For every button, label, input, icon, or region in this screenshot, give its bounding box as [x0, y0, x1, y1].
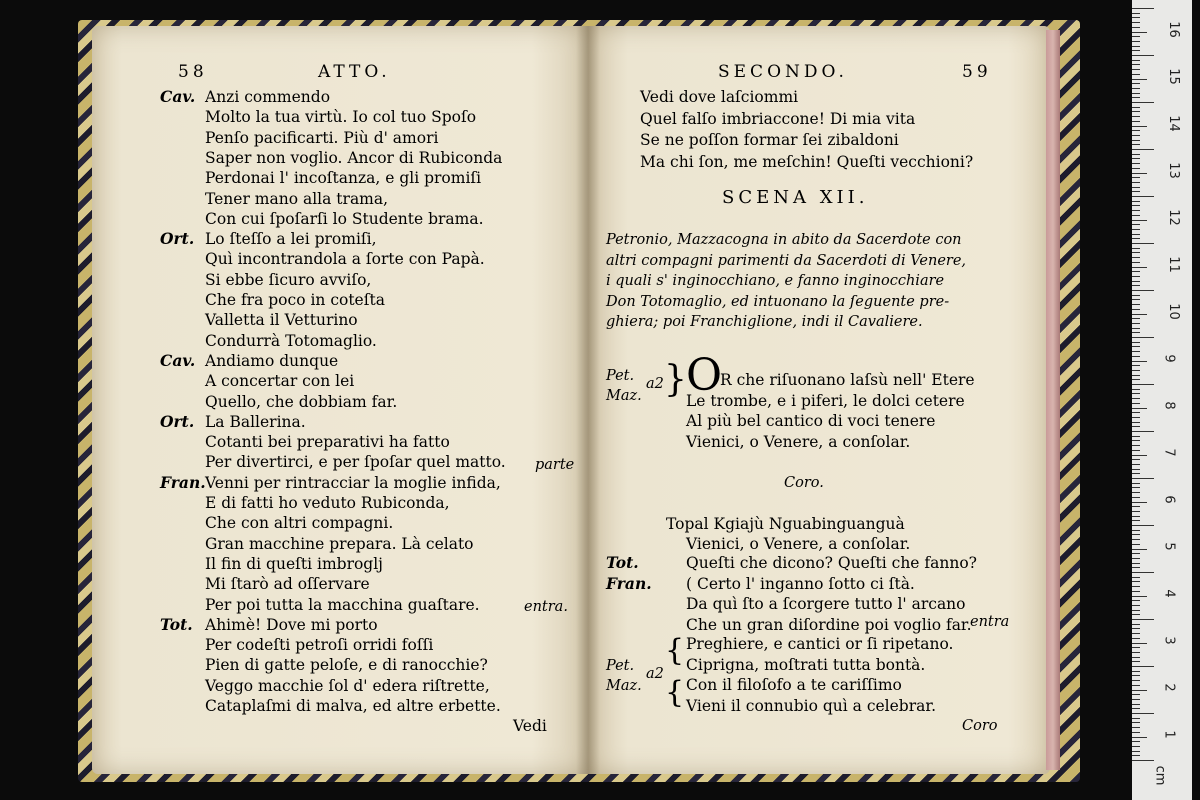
ruler-tick	[1132, 121, 1140, 122]
duet-line: Le trombe, e i piferi, le dolci cetere	[686, 391, 965, 410]
ruler-tick	[1132, 83, 1140, 84]
ruler-tick	[1132, 483, 1140, 484]
ruler-tick	[1132, 234, 1140, 235]
ruler-tick	[1132, 732, 1140, 733]
ruler-tick	[1132, 351, 1140, 352]
ruler-tick	[1132, 17, 1140, 18]
catchword-left: Vedi	[513, 717, 547, 735]
speaker-label: Ort.	[160, 229, 195, 249]
verse-line: Che fra poco in coteſta	[205, 291, 385, 309]
ruler-tick	[1132, 267, 1147, 268]
ruler-tick	[1132, 201, 1140, 202]
verse-line: A concertar con lei	[205, 372, 355, 391]
ruler-tick	[1132, 459, 1140, 460]
ruler-tick	[1132, 55, 1154, 56]
ruler-tick	[1132, 102, 1154, 103]
ruler-tick	[1132, 144, 1140, 145]
verse-line: Per divertirci, e per ſpoſar quel matto.	[205, 453, 506, 472]
verse-line: Per poi tutta la macchina guaſtare.	[205, 595, 480, 614]
speaker-label: Fran.	[606, 573, 652, 593]
ruler-number: 4	[1161, 589, 1177, 598]
ruler-tick	[1132, 445, 1140, 446]
ruler-tick	[1132, 290, 1154, 291]
verse-line: Cataplaſmi di malva, ed altre erbette.	[205, 697, 501, 715]
ruler-tick	[1132, 32, 1147, 33]
verse-line: Quel falſo imbriaccone! Di mia vita	[640, 109, 916, 128]
ruler-tick	[1132, 27, 1140, 28]
ruler-tick	[1132, 74, 1140, 75]
ruler-tick	[1132, 107, 1140, 108]
ruler-tick	[1132, 506, 1140, 507]
ruler-tick	[1132, 455, 1147, 456]
ruler-tick	[1132, 539, 1140, 540]
ruler-tick	[1132, 13, 1140, 14]
verse-line: Con cui ſpoſarſi lo Studente brama.	[205, 209, 484, 228]
ruler-tick	[1132, 79, 1147, 80]
ruler-tick	[1132, 487, 1140, 488]
verse-line: Venni per rintracciar la moglie infida,	[205, 473, 501, 492]
ruler-tick	[1132, 196, 1154, 197]
verse-line: Lo ſteſſo a lei promiſi,	[205, 230, 377, 249]
duet-speaker-maz: Maz.	[606, 388, 642, 404]
final-line: Vieni il connubio quì a celebrar.	[686, 696, 937, 715]
ruler-tick	[1132, 680, 1140, 681]
ruler-tick	[1132, 111, 1140, 112]
ruler-tick	[1132, 365, 1140, 366]
ruler-tick	[1132, 46, 1140, 47]
ruler-tick	[1132, 205, 1140, 206]
ruler-tick	[1132, 398, 1140, 399]
ruler-tick	[1132, 332, 1140, 333]
verse-line: Che un gran diſordine poi voglio far.	[686, 615, 972, 634]
running-head-left: ATTO.	[318, 62, 391, 82]
stage-direction-line: i quali s' inginocchiano, e fanno inginocchiare	[606, 273, 945, 289]
verse-line: La Ballerina.	[205, 412, 306, 431]
verse-line: Se ne poſſon formar ſei zibaldoni	[640, 131, 899, 149]
ruler-tick	[1132, 173, 1147, 174]
ruler-tick	[1132, 97, 1140, 98]
ruler-tick	[1132, 285, 1140, 286]
verse-line: Andiamo dunque	[205, 351, 339, 370]
ruler-tick	[1132, 22, 1140, 23]
speaker-label: Ort.	[160, 411, 195, 431]
coro-line: Topal Kgiajù Nguabinguanguà	[666, 515, 905, 533]
ruler-number: 5	[1161, 542, 1177, 551]
ruler-tick	[1132, 140, 1140, 141]
running-head-right: SECONDO.	[718, 62, 848, 82]
ruler-tick	[1132, 708, 1140, 709]
stage-direction-line: Petronio, Mazzacogna in abito da Sacerdote con	[606, 232, 962, 248]
ruler-tick	[1132, 248, 1140, 249]
ruler-tick	[1132, 93, 1140, 94]
ruler-tick	[1132, 657, 1140, 658]
ruler-number: 15	[1165, 68, 1181, 85]
ruler-tick	[1132, 661, 1140, 662]
ruler-tick	[1132, 502, 1147, 503]
ruler-tick	[1132, 323, 1140, 324]
ruler-tick	[1132, 64, 1140, 65]
ruler-tick	[1132, 610, 1140, 611]
ruler-tick	[1132, 243, 1154, 244]
ruler-unit: cm	[1152, 765, 1168, 786]
ruler-tick	[1132, 525, 1154, 526]
ruler-number: 13	[1165, 162, 1181, 179]
verse-line: Si ebbe ſicuro avviſo,	[205, 270, 372, 289]
ruler-tick	[1132, 379, 1140, 380]
duet-mark: a2	[646, 376, 664, 392]
page-number-right: 59	[962, 62, 992, 82]
ruler-tick	[1132, 497, 1140, 498]
ruler-tick	[1132, 281, 1140, 282]
ruler-tick	[1132, 342, 1140, 343]
ruler-tick	[1132, 50, 1140, 51]
ruler-tick	[1132, 177, 1140, 178]
page-number-left: 58	[178, 62, 208, 82]
verse-line: Valletta il Vetturino	[205, 311, 358, 330]
ruler-tick	[1132, 600, 1140, 601]
ruler-tick	[1132, 304, 1140, 305]
ruler-tick	[1132, 666, 1154, 667]
ruler-tick	[1132, 295, 1140, 296]
ruler-tick	[1132, 375, 1140, 376]
verse-line: Penſo pacificarti. Più d' amori	[205, 128, 439, 147]
verse-line: Vedi dove laſciommi	[640, 88, 799, 106]
ruler-tick	[1132, 60, 1140, 61]
ruler-tick	[1132, 314, 1147, 315]
ruler-tick	[1132, 704, 1140, 705]
ruler-tick	[1132, 572, 1154, 573]
ruler-tick	[1132, 412, 1140, 413]
ruler-tick	[1132, 252, 1140, 253]
catchword-right: Coro	[962, 718, 998, 734]
ruler-tick	[1132, 41, 1140, 42]
verse-line: Che con altri compagni.	[205, 514, 394, 533]
ruler-tick	[1132, 403, 1140, 404]
ruler-tick	[1132, 154, 1140, 155]
ruler-number: 14	[1165, 115, 1181, 132]
ruler-tick	[1132, 614, 1140, 615]
ruler-tick	[1132, 88, 1140, 89]
ruler-tick	[1132, 417, 1140, 418]
ruler-tick	[1132, 567, 1140, 568]
stage-direction-parte: parte	[535, 457, 575, 473]
ruler-tick	[1132, 586, 1140, 587]
ruler-tick	[1132, 478, 1154, 479]
ruler-tick	[1132, 440, 1140, 441]
speaker-label: Tot.	[160, 614, 193, 634]
coro-line: Vienici, o Venere, a conſolar.	[686, 535, 911, 553]
stage-direction-line: Don Totomaglio, ed intuonano la ſeguente pre-	[606, 293, 950, 310]
final-brace-top: {	[665, 633, 685, 668]
ruler-tick	[1132, 624, 1140, 625]
ruler-tick	[1132, 685, 1140, 686]
ruler-tick	[1132, 553, 1140, 554]
ruler-tick	[1132, 511, 1140, 512]
scene-title: SCENA XII.	[722, 187, 869, 208]
ruler-number: 8	[1161, 401, 1177, 410]
drop-initial: O	[686, 350, 723, 401]
ruler-number: 11	[1165, 256, 1181, 273]
ruler-tick	[1132, 605, 1140, 606]
duet-brace: }	[664, 359, 687, 400]
ruler-tick	[1132, 737, 1147, 738]
ruler-tick	[1132, 671, 1140, 672]
ruler-tick	[1132, 182, 1140, 183]
ruler-tick	[1132, 741, 1140, 742]
verse-line: Ma chi ſon, me meſchin! Queſti vecchioni?	[640, 152, 974, 171]
ruler-number: 12	[1165, 209, 1181, 226]
ruler-tick	[1132, 694, 1140, 695]
ruler-tick	[1132, 158, 1140, 159]
ruler-tick	[1132, 760, 1154, 761]
verse-line: Anzi commendo	[205, 88, 331, 106]
ruler-tick	[1132, 699, 1140, 700]
stage-direction-line: altri compagni parimenti da Sacerdoti di Venere,	[606, 252, 967, 269]
ruler-tick	[1132, 727, 1140, 728]
ruler-tick	[1132, 389, 1140, 390]
ruler-tick	[1132, 450, 1140, 451]
ruler-tick	[1132, 393, 1140, 394]
ruler-tick	[1132, 126, 1147, 127]
ruler-tick	[1132, 361, 1147, 362]
duet-line: Vienici, o Venere, a conſolar.	[686, 432, 911, 451]
ruler-tick	[1132, 755, 1140, 756]
verse-line: Quì incontrandola a ſorte con Papà.	[205, 250, 485, 269]
speaker-label: Cav.	[160, 87, 196, 106]
ruler-tick	[1132, 8, 1154, 9]
ruler-tick	[1132, 408, 1147, 409]
ruler-tick	[1132, 271, 1140, 272]
ruler-tick	[1132, 215, 1140, 216]
verse-line: Saper non voglio. Ancor di Rubiconda	[205, 148, 503, 167]
ruler-number: 9	[1161, 354, 1177, 363]
page-edges	[1046, 30, 1060, 770]
ruler-tick	[1132, 163, 1140, 164]
ruler-tick	[1132, 337, 1154, 338]
ruler-tick	[1132, 464, 1140, 465]
ruler-tick	[1132, 431, 1154, 432]
ruler-tick	[1132, 563, 1140, 564]
coro-heading: Coro.	[784, 475, 824, 491]
ruler-tick	[1132, 675, 1140, 676]
ruler-tick	[1132, 422, 1140, 423]
ruler-tick	[1132, 299, 1140, 300]
final-line: Preghiere, e cantici or ſi ripetano.	[686, 635, 954, 653]
ruler-tick	[1132, 530, 1140, 531]
final-line: Ciprigna, moſtrati tutta bontà.	[686, 655, 926, 674]
ruler-tick	[1132, 370, 1140, 371]
ruler-tick	[1132, 591, 1140, 592]
stage-direction-line: ghiera; poi Franchiglione, indi il Cavaliere.	[606, 314, 923, 330]
ruler-tick	[1132, 130, 1140, 131]
ruler-tick	[1132, 633, 1140, 634]
ruler-tick	[1132, 652, 1140, 653]
ruler-tick	[1132, 436, 1140, 437]
ruler-tick	[1132, 473, 1140, 474]
verse-line: Perdonai l' incoſtanza, e gli promiſi	[205, 169, 482, 188]
ruler-tick	[1132, 520, 1140, 521]
ruler-tick	[1132, 596, 1147, 597]
ruler-tick	[1132, 384, 1154, 385]
ruler-tick	[1132, 544, 1140, 545]
ruler-tick	[1132, 534, 1140, 535]
ruler-tick	[1132, 328, 1140, 329]
ruler-tick	[1132, 229, 1140, 230]
verse-line: Ahimè! Dove mi porto	[205, 615, 378, 634]
ruler-tick	[1132, 492, 1140, 493]
verse-line: Pien di gatte peloſe, e di ranocchie?	[205, 656, 488, 675]
ruler-tick	[1132, 751, 1140, 752]
speaker-label: Cav.	[160, 350, 196, 370]
ruler-tick	[1132, 647, 1140, 648]
ruler-tick	[1132, 718, 1140, 719]
ruler-tick	[1132, 426, 1140, 427]
verse-line: Da quì ſto a ſcorgere tutto l' arcano	[686, 595, 966, 613]
ruler-tick	[1132, 238, 1140, 239]
final-line: Con il filoſofo a te cariſſimo	[686, 676, 902, 694]
duet-speaker-pet: Pet.	[606, 368, 635, 384]
ruler-tick	[1132, 722, 1140, 723]
ruler-tick	[1132, 619, 1154, 620]
ruler-tick	[1132, 69, 1140, 70]
verse-line: Il fin di queſti imbroglj	[205, 554, 383, 573]
stage-direction-entra-left: entra.	[524, 599, 568, 615]
verse-line: Mi ſtarò ad oſſervare	[205, 575, 370, 594]
ruler-tick	[1132, 210, 1140, 211]
ruler-tick	[1132, 713, 1154, 714]
stage-direction-entra-right: entra	[970, 614, 1010, 630]
ruler-tick	[1132, 558, 1140, 559]
ruler-tick	[1132, 690, 1147, 691]
ruler-tick	[1132, 356, 1140, 357]
final-speaker-maz: Maz.	[606, 678, 642, 694]
ruler-tick	[1132, 187, 1140, 188]
verse-line: ( Certo l' inganno ſotto ci ſtà.	[686, 574, 915, 593]
verse-line: E di fatti ho veduto Rubiconda,	[205, 494, 450, 512]
ruler-tick	[1132, 168, 1140, 169]
verse-line: Quello, che dobbiam far.	[205, 392, 398, 411]
verse-line: Veggo macchie ſol d' edera riſtrette,	[205, 676, 490, 695]
verse-line: Molto la tua virtù. Io col tuo Spoſo	[205, 108, 477, 127]
ruler-tick	[1132, 116, 1140, 117]
ruler-tick	[1132, 36, 1140, 37]
ruler-tick	[1132, 469, 1140, 470]
ruler-tick	[1132, 577, 1140, 578]
final-speaker-pet: Pet.	[606, 658, 635, 674]
ruler-number: 1	[1161, 730, 1177, 739]
ruler-tick	[1132, 191, 1140, 192]
ruler-tick	[1132, 262, 1140, 263]
ruler-tick	[1132, 581, 1140, 582]
verse-line: Condurrà Totomaglio.	[205, 331, 377, 350]
ruler-tick	[1132, 628, 1140, 629]
final-brace-bottom: {	[665, 675, 685, 710]
verse-line: Tener mano alla trama,	[205, 189, 389, 208]
verse-line: Per codeſti petroſi orridi foſſi	[205, 636, 434, 655]
ruler-tick	[1132, 643, 1147, 644]
duet-line: R che riſuonano laſsù nell' Etere	[720, 371, 975, 389]
measuring-ruler	[1132, 0, 1192, 800]
speaker-label: Tot.	[606, 553, 639, 572]
ruler-tick	[1132, 746, 1140, 747]
ruler-tick	[1132, 257, 1140, 258]
final-mark: a2	[646, 666, 664, 682]
ruler-tick	[1132, 346, 1140, 347]
speaker-label: Fran.	[160, 472, 206, 492]
ruler-tick	[1132, 638, 1140, 639]
ruler-number: 16	[1165, 21, 1181, 38]
ruler-tick	[1132, 318, 1140, 319]
ruler-number: 10	[1165, 303, 1181, 320]
ruler-tick	[1132, 220, 1147, 221]
ruler-tick	[1132, 516, 1140, 517]
book-gutter	[576, 26, 600, 774]
verse-line: Queſti che dicono? Queſti che fanno?	[686, 554, 977, 572]
ruler-tick	[1132, 135, 1140, 136]
ruler-number: 6	[1161, 495, 1177, 504]
verse-line: Cotanti bei preparativi ha fatto	[205, 433, 450, 452]
ruler-number: 7	[1161, 448, 1177, 457]
duet-line: Al più bel cantico di voci tenere	[686, 412, 936, 430]
ruler-tick	[1132, 309, 1140, 310]
verse-line: Gran macchine prepara. Là celato	[205, 534, 474, 553]
ruler-tick	[1132, 224, 1140, 225]
ruler-tick	[1132, 149, 1154, 150]
ruler-tick	[1132, 549, 1147, 550]
ruler-number: 2	[1161, 683, 1177, 692]
ruler-number: 3	[1161, 636, 1177, 645]
ruler-tick	[1132, 276, 1140, 277]
